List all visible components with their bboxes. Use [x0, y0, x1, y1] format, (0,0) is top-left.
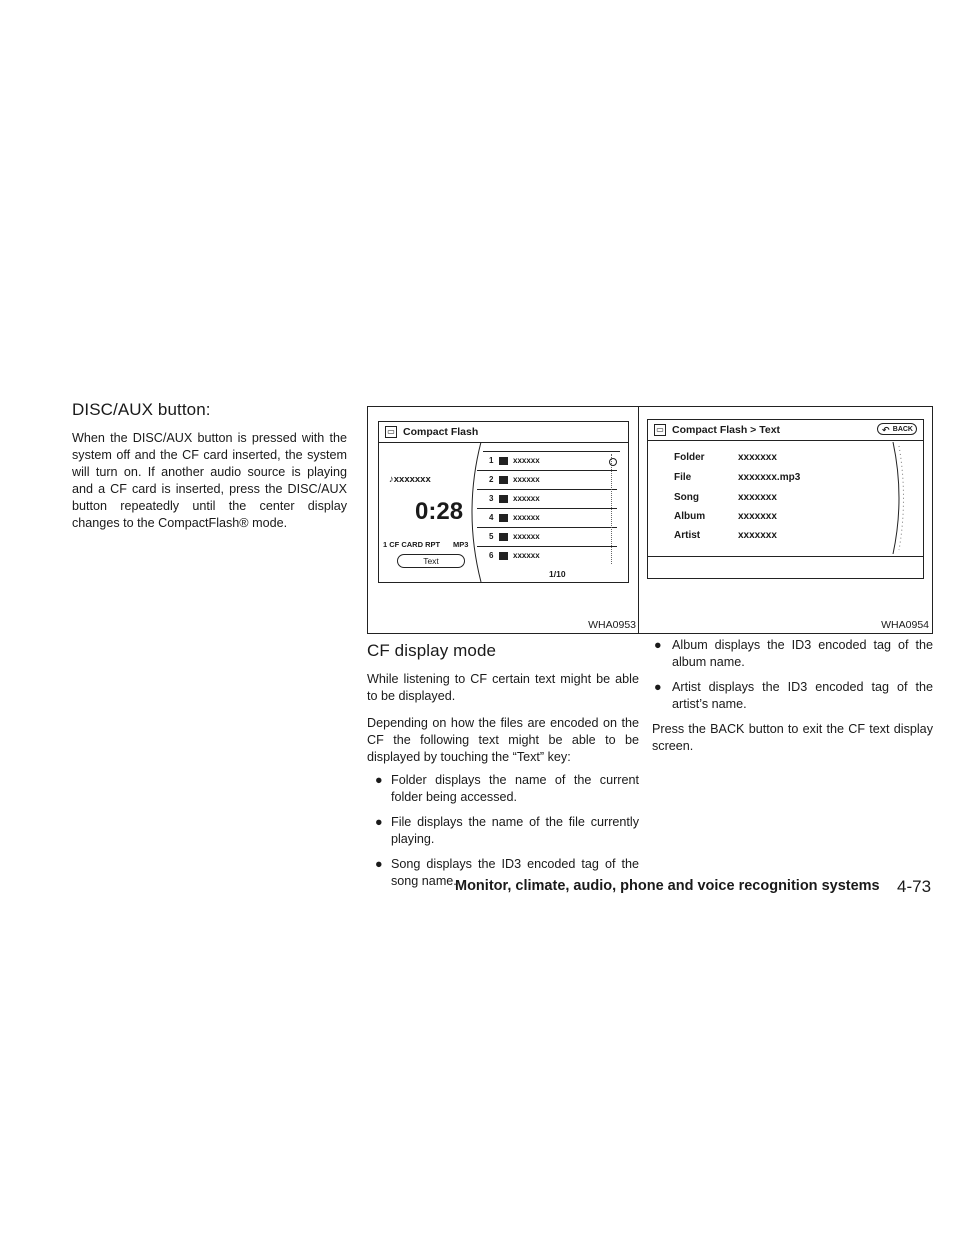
text-screen-rule	[648, 556, 923, 557]
bullet-folder: ● Folder displays the name of the current folder being accessed.	[375, 773, 639, 804]
bullet-file: ● File displays the name of the file currently playing.	[375, 815, 639, 846]
text-row-album: Album xxxxxxx	[674, 511, 777, 522]
status-right: MP3	[453, 540, 469, 549]
disc-aux-body: When the DISC/AUX button is pressed with the system off and the CF card inserted, the system will turn on. If another audio source is playing and a CF card is inserted, press the DISC/AUX button repeatedly until the center display changes to the CompactFlash® mode.	[72, 431, 347, 530]
cf-main-screen	[378, 421, 629, 583]
text-row-artist: Artist xxxxxxx	[674, 530, 777, 541]
cf-para2: Depending on how the files are encoded on the CF the following text might be able to be displayed by touching the “Text” key:	[367, 716, 639, 764]
cf-text-title: Compact Flash > Text	[672, 424, 781, 436]
back-label: BACK	[892, 426, 913, 433]
figure-code: WHA0954	[881, 619, 929, 631]
page-number: 4-73	[897, 877, 932, 896]
bullet-album: ● Album displays the ID3 encoded tag of the album name.	[654, 638, 933, 669]
folder-icon	[499, 533, 508, 541]
status-left: 1 CF CARD RPT	[383, 540, 441, 549]
folder-list-item[interactable]: 6 xxxxxx	[489, 551, 540, 560]
figure-code: WHA0953	[588, 619, 636, 631]
folder-icon	[499, 457, 508, 465]
cf-main-title: Compact Flash	[403, 426, 479, 438]
text-row-folder: Folder xxxxxxx	[674, 452, 777, 463]
folder-list	[477, 452, 617, 564]
page-indicator: 1/10	[549, 569, 566, 579]
folder-icon	[499, 476, 508, 484]
cf-para1: While listening to CF certain text might be able to be displayed.	[367, 672, 639, 703]
elapsed-time: 0:28	[415, 498, 464, 525]
folder-list-item[interactable]: 4 xxxxxx	[477, 509, 617, 528]
text-row-song: Song xxxxxxx	[674, 492, 777, 503]
folder-list-item[interactable]: 2 xxxxxx	[477, 471, 617, 490]
figure-compact-flash-main	[367, 406, 640, 634]
cf-text-title-bar	[648, 420, 923, 441]
disc-aux-heading: DISC/AUX button:	[72, 400, 211, 419]
figure-compact-flash-text	[638, 406, 933, 634]
bullet-artist: ● Artist displays the ID3 encoded tag of the artist’s name.	[654, 680, 933, 711]
folder-list-item[interactable]: 3 xxxxxx	[477, 490, 617, 509]
bullet-song: ● Song displays the ID3 encoded tag of the song name.	[375, 857, 639, 888]
back-button[interactable]	[877, 423, 917, 435]
list-top-rule	[483, 451, 620, 452]
back-arrow-icon: ↶	[882, 425, 890, 435]
cf-main-title-bar	[379, 422, 628, 443]
curved-scale	[889, 442, 909, 554]
right-column-text	[652, 637, 933, 755]
cf-text-screen	[647, 419, 924, 579]
compact-flash-icon: ▭	[385, 426, 397, 438]
list-scrollbar[interactable]	[611, 454, 620, 564]
text-key-button[interactable]	[397, 554, 465, 568]
folder-icon	[499, 552, 508, 560]
disc-aux-section	[72, 400, 347, 532]
cf-para3: Press the BACK button to exit the CF text display screen.	[652, 722, 933, 753]
folder-list-item[interactable]: 5 xxxxxx	[477, 528, 617, 547]
cf-display-mode-section	[367, 641, 639, 890]
folder-icon	[499, 495, 508, 503]
compact-flash-icon: ▭	[654, 424, 666, 436]
folder-list-item[interactable]: 1 xxxxxx	[477, 452, 617, 471]
scroll-knob-icon	[609, 458, 617, 466]
footer-section-title: Monitor, climate, audio, phone and voice recognition systems	[455, 878, 880, 894]
cf-display-mode-heading: CF display mode	[367, 641, 497, 660]
track-name: ♪xxxxxxx	[389, 474, 431, 485]
text-key-label: Text	[423, 556, 439, 566]
text-row-file: File xxxxxxx.mp3	[674, 472, 801, 483]
folder-icon	[499, 514, 508, 522]
